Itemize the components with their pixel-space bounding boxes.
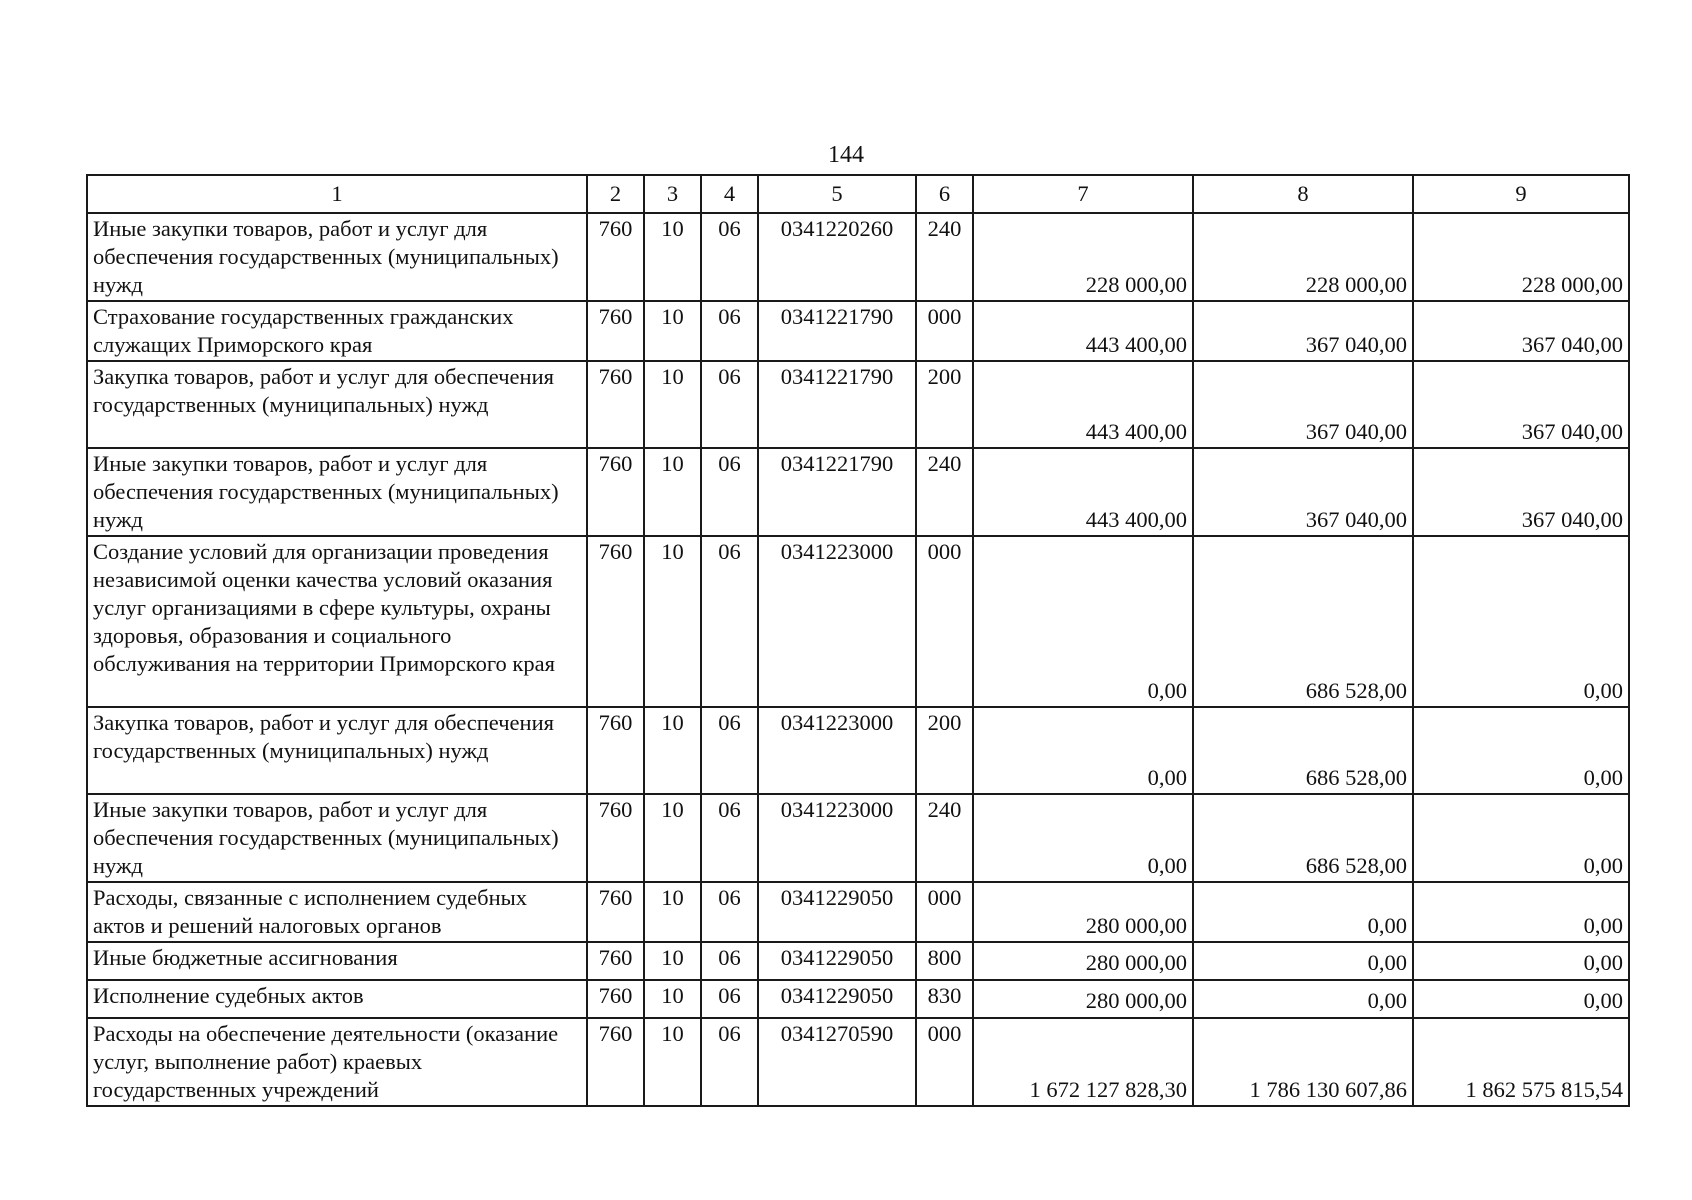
row-ministry-code: 760	[587, 794, 644, 882]
row-amount-col7: 0,00	[973, 707, 1193, 794]
row-amount-col7: 0,00	[973, 794, 1193, 882]
row-amount-col8: 0,00	[1193, 882, 1413, 942]
row-subsection-code: 06	[701, 213, 758, 301]
header-cell: 8	[1193, 175, 1413, 213]
header-cell: 5	[758, 175, 916, 213]
row-amount-col7: 0,00	[973, 536, 1193, 707]
row-name: Закупка товаров, работ и услуг для обеспечения государственных (муниципальных) нужд	[87, 361, 587, 448]
row-section-code: 10	[644, 361, 701, 448]
row-ministry-code: 760	[587, 301, 644, 361]
row-expense-type-code: 200	[916, 707, 973, 794]
row-name: Создание условий для организации проведения независимой оценки качества условий оказания услуг организациями в сфере культуры, охраны здоровья, образования и социального обслуживания на территории Приморского края	[87, 536, 587, 707]
row-amount-col9: 367 040,00	[1413, 301, 1629, 361]
table-row	[87, 942, 1629, 980]
header-cell: 3	[644, 175, 701, 213]
row-section-code: 10	[644, 707, 701, 794]
header-cell: 2	[587, 175, 644, 213]
row-amount-col7: 228 000,00	[973, 213, 1193, 301]
row-target-code: 0341270590	[758, 1018, 916, 1106]
row-amount-col8: 0,00	[1193, 942, 1413, 980]
table-row	[87, 794, 1629, 882]
row-name: Иные закупки товаров, работ и услуг для обеспечения государственных (муниципальных) нужд	[87, 794, 587, 882]
row-name: Иные закупки товаров, работ и услуг для обеспечения государственных (муниципальных) нужд	[87, 213, 587, 301]
row-section-code: 10	[644, 980, 701, 1018]
row-amount-col9: 228 000,00	[1413, 213, 1629, 301]
row-target-code: 0341221790	[758, 361, 916, 448]
row-section-code: 10	[644, 1018, 701, 1106]
row-amount-col7: 280 000,00	[973, 882, 1193, 942]
row-amount-col9: 0,00	[1413, 707, 1629, 794]
row-name: Расходы, связанные с исполнением судебных актов и решений налоговых органов	[87, 882, 587, 942]
row-ministry-code: 760	[587, 536, 644, 707]
table-row	[87, 448, 1629, 536]
row-amount-col8: 686 528,00	[1193, 707, 1413, 794]
row-amount-col7: 443 400,00	[973, 361, 1193, 448]
row-amount-col9: 0,00	[1413, 882, 1629, 942]
header-cell: 4	[701, 175, 758, 213]
row-expense-type-code: 830	[916, 980, 973, 1018]
row-amount-col8: 0,00	[1193, 980, 1413, 1018]
row-name: Закупка товаров, работ и услуг для обеспечения государственных (муниципальных) нужд	[87, 707, 587, 794]
row-expense-type-code: 800	[916, 942, 973, 980]
table-row	[87, 361, 1629, 448]
row-amount-col7: 1 672 127 828,30	[973, 1018, 1193, 1106]
row-ministry-code: 760	[587, 980, 644, 1018]
row-subsection-code: 06	[701, 361, 758, 448]
table-row	[87, 707, 1629, 794]
row-subsection-code: 06	[701, 1018, 758, 1106]
row-subsection-code: 06	[701, 707, 758, 794]
row-section-code: 10	[644, 213, 701, 301]
row-section-code: 10	[644, 301, 701, 361]
row-name: Иные закупки товаров, работ и услуг для обеспечения государственных (муниципальных) нужд	[87, 448, 587, 536]
row-subsection-code: 06	[701, 794, 758, 882]
table-header-row	[87, 175, 1629, 213]
row-subsection-code: 06	[701, 980, 758, 1018]
row-amount-col7: 280 000,00	[973, 980, 1193, 1018]
row-ministry-code: 760	[587, 213, 644, 301]
row-target-code: 0341229050	[758, 942, 916, 980]
row-target-code: 0341229050	[758, 882, 916, 942]
row-amount-col7: 443 400,00	[973, 448, 1193, 536]
row-section-code: 10	[644, 942, 701, 980]
row-name: Страхование государственных гражданских служащих Приморского края	[87, 301, 587, 361]
row-ministry-code: 760	[587, 361, 644, 448]
row-name: Исполнение судебных актов	[87, 980, 587, 1018]
row-section-code: 10	[644, 536, 701, 707]
row-expense-type-code: 000	[916, 536, 973, 707]
row-subsection-code: 06	[701, 942, 758, 980]
page-number: 144	[828, 142, 864, 168]
table-row	[87, 1018, 1629, 1106]
row-amount-col9: 0,00	[1413, 794, 1629, 882]
row-name: Иные бюджетные ассигнования	[87, 942, 587, 980]
header-cell: 7	[973, 175, 1193, 213]
row-amount-col9: 0,00	[1413, 980, 1629, 1018]
row-amount-col8: 367 040,00	[1193, 448, 1413, 536]
row-target-code: 0341221790	[758, 301, 916, 361]
row-name: Расходы на обеспечение деятельности (оказание услуг, выполнение работ) краевых государственных учреждений	[87, 1018, 587, 1106]
table-row	[87, 301, 1629, 361]
row-ministry-code: 760	[587, 942, 644, 980]
row-ministry-code: 760	[587, 1018, 644, 1106]
row-target-code: 0341229050	[758, 980, 916, 1018]
row-target-code: 0341223000	[758, 707, 916, 794]
row-amount-col8: 367 040,00	[1193, 301, 1413, 361]
row-target-code: 0341221790	[758, 448, 916, 536]
row-amount-col9: 367 040,00	[1413, 361, 1629, 448]
row-ministry-code: 760	[587, 448, 644, 536]
row-ministry-code: 760	[587, 707, 644, 794]
row-amount-col9: 1 862 575 815,54	[1413, 1018, 1629, 1106]
row-section-code: 10	[644, 882, 701, 942]
row-expense-type-code: 200	[916, 361, 973, 448]
row-expense-type-code: 240	[916, 794, 973, 882]
row-subsection-code: 06	[701, 882, 758, 942]
row-target-code: 0341220260	[758, 213, 916, 301]
row-amount-col9: 367 040,00	[1413, 448, 1629, 536]
row-amount-col9: 0,00	[1413, 536, 1629, 707]
row-subsection-code: 06	[701, 448, 758, 536]
row-subsection-code: 06	[701, 301, 758, 361]
header-cell: 6	[916, 175, 973, 213]
table-row	[87, 882, 1629, 942]
row-amount-col8: 228 000,00	[1193, 213, 1413, 301]
row-amount-col8: 686 528,00	[1193, 536, 1413, 707]
header-cell: 1	[87, 175, 587, 213]
table-row	[87, 980, 1629, 1018]
budget-table	[86, 174, 1630, 1107]
row-section-code: 10	[644, 448, 701, 536]
row-subsection-code: 06	[701, 536, 758, 707]
row-expense-type-code: 000	[916, 882, 973, 942]
row-target-code: 0341223000	[758, 794, 916, 882]
row-amount-col7: 280 000,00	[973, 942, 1193, 980]
row-section-code: 10	[644, 794, 701, 882]
row-expense-type-code: 000	[916, 301, 973, 361]
row-amount-col9: 0,00	[1413, 942, 1629, 980]
row-target-code: 0341223000	[758, 536, 916, 707]
row-amount-col7: 443 400,00	[973, 301, 1193, 361]
row-expense-type-code: 240	[916, 448, 973, 536]
row-expense-type-code: 240	[916, 213, 973, 301]
row-amount-col8: 1 786 130 607,86	[1193, 1018, 1413, 1106]
table-row	[87, 536, 1629, 707]
header-cell: 9	[1413, 175, 1629, 213]
row-ministry-code: 760	[587, 882, 644, 942]
row-amount-col8: 367 040,00	[1193, 361, 1413, 448]
table-row	[87, 213, 1629, 301]
row-amount-col8: 686 528,00	[1193, 794, 1413, 882]
row-expense-type-code: 000	[916, 1018, 973, 1106]
